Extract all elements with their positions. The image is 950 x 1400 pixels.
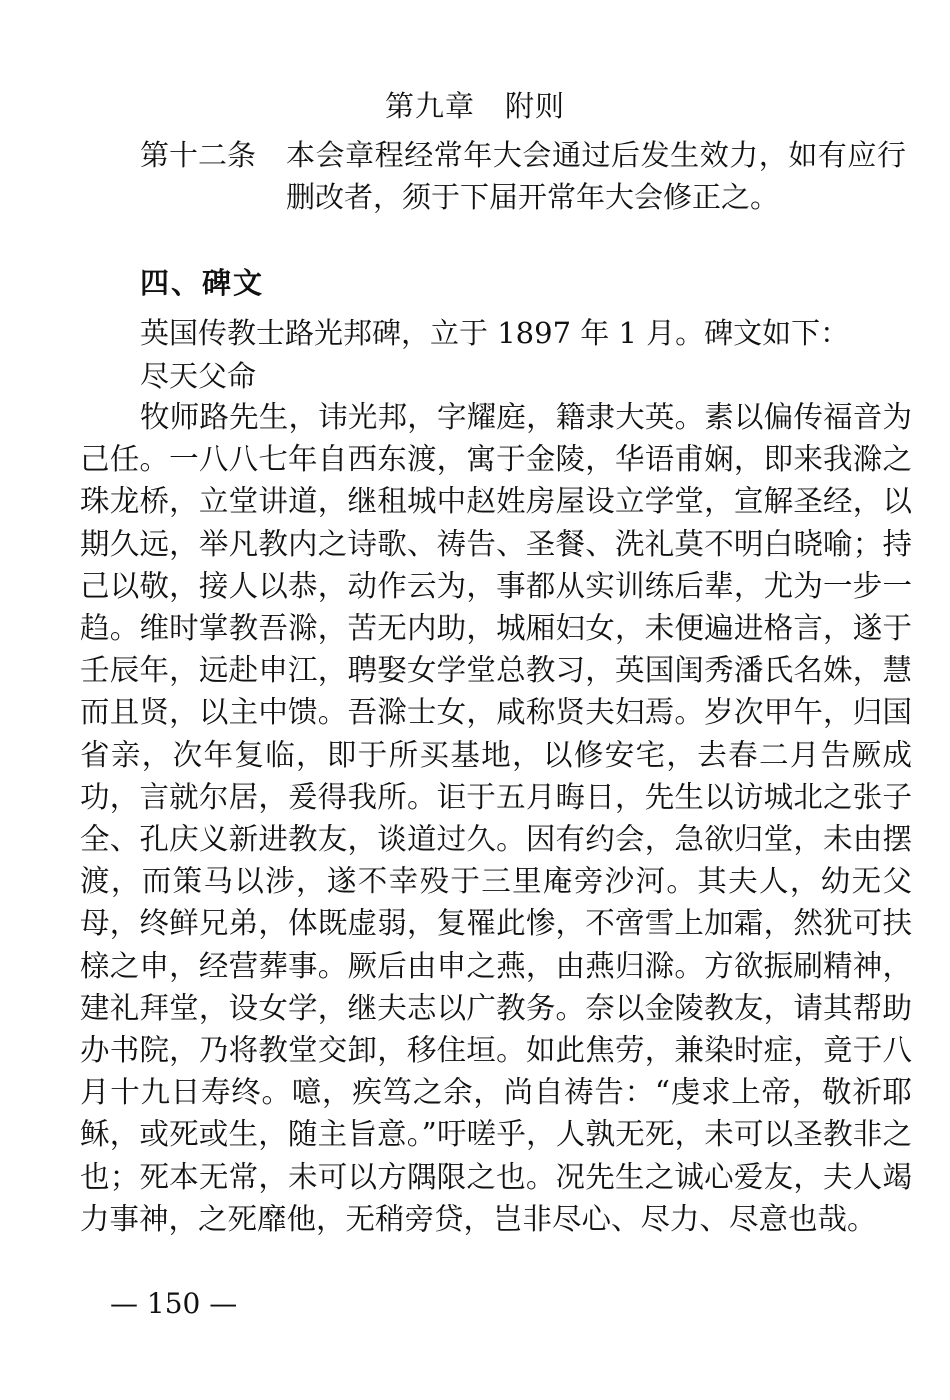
article-number: 第十二条 [140, 138, 257, 172]
inscription-intro: 英国传教士路光邦碑，立于 1897 年 1 月。碑文如下： [140, 316, 850, 350]
article-text: 本会章程经常年大会通过后发生效力，如有应行删改者，须于下届开常年大会修正之。 [286, 138, 906, 214]
inscription-title: 尽天父命 [140, 359, 257, 393]
section-heading: 四、碑文 [140, 266, 265, 300]
page-number: — 150 — [110, 1287, 238, 1320]
inscription-body: 牧师路先生，讳光邦，字耀庭，籍隶大英。素以偏传福音为己任。一八八七年自西东渡，寓于金陵，华语甫娴，即来我滁之珠龙桥，立堂讲道，继租城中赵姓房屋设立学堂，宣解圣经，以期久远，举凡教内之诗歌、祷告、圣餐、洗礼莫不明白晓喻；持己以敬，接人以恭，动作云为，事都从实训练后辈，尤为一步一趋。维时掌教吾滁，苦无内助，城厢妇女，未便遍进格言，遂于壬辰年，远赴申江，聘娶女学堂总教习，英国闺秀潘氏名姝，慧而且贤，以主中馈。吾滁士女，咸称贤夫妇焉。岁次甲午，归国省亲，次年复临，即于所买基地，以修安宅，去春二月告厥成功，言就尔居，爰得我所。讵于五月晦日，先生以访城北之张子全、孔庆义新进教友，谈道过久。因有约会，急欲归堂，未由摆渡，而策马以涉，遂不幸殁于三里庵旁沙河。其夫人，幼无父母，终鲜兄弟，体既虚弱，复罹此惨，不啻雪上加霜，然犹可扶榇之申，经营葬事。厥后由申之燕，由燕归滁。方欲振刷精神，建礼拜堂，设女学，继夫志以广教务。奈以金陵教友，请其帮助办书院，乃将教堂交卸，移住垣。如此焦劳，兼染时症，竟于八月十九日寿终。噫，疾笃之余，尚自祷告：“虔求上帝，敬祈耶稣，或死或生，随主旨意。”吁嗟乎，人孰无死，未可以圣教非之也；死本无常，未可以方隅限之也。况先生之诚心爱友，夫人竭力事神，之死靡他，无稍旁贷，岂非尽心、尽力、尽意也哉。 [80, 400, 912, 1236]
chapter-title: 第九章 附则 [384, 89, 565, 123]
